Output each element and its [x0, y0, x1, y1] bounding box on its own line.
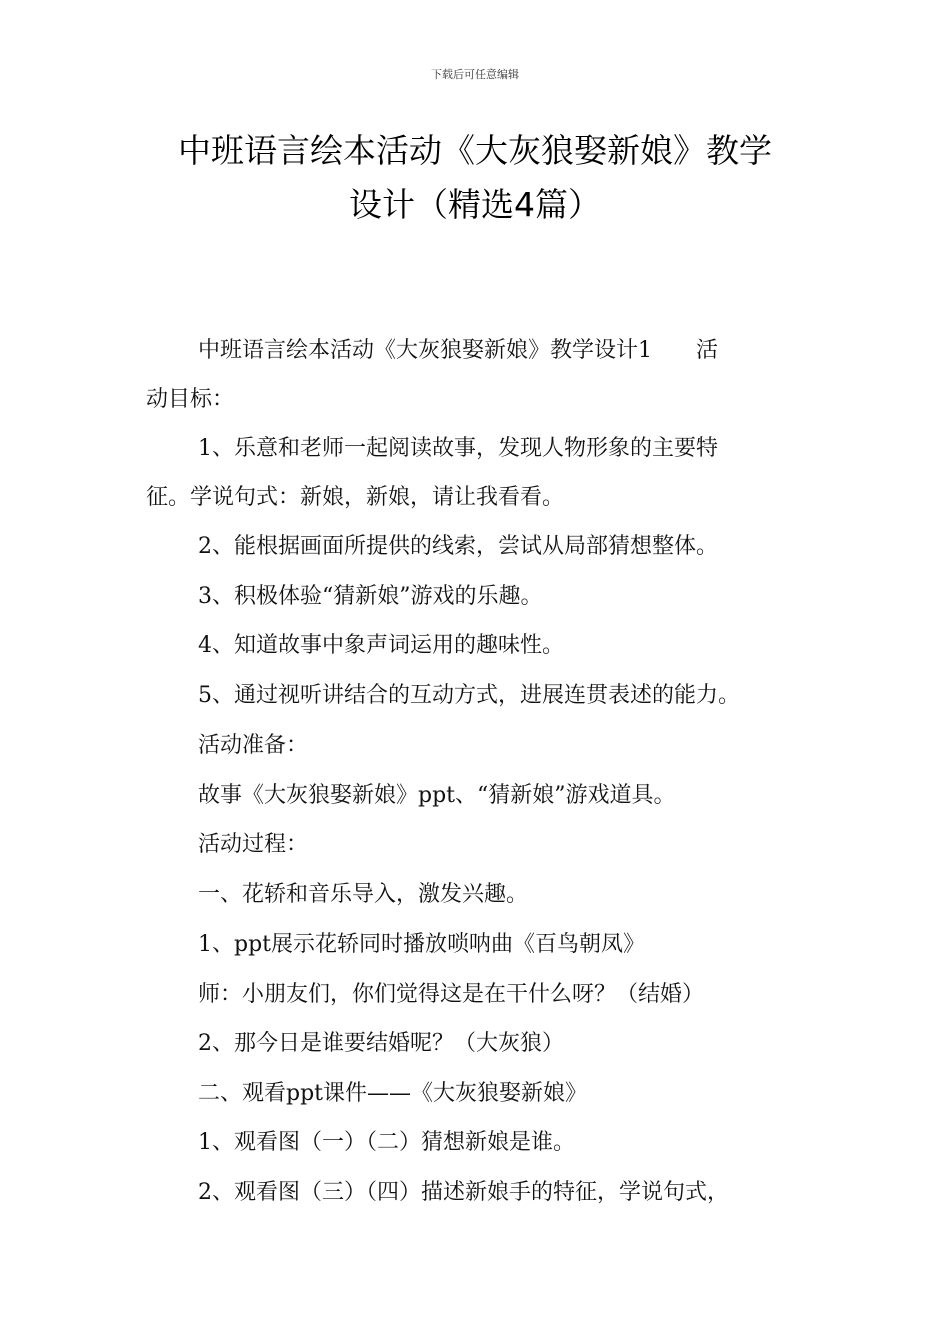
body-line: 2、能根据画面所提供的线索，尝试从局部猜想整体。 [198, 534, 718, 559]
body-line: 1、观看图（一）（二）猜想新娘是谁。 [198, 1130, 575, 1155]
body-line: 师：小朋友们，你们觉得这是在干什么呀？（结婚） [198, 982, 705, 1007]
title-line-1: 中班语言绘本活动《大灰狼娶新娘》教学 [178, 131, 772, 170]
body-line: 故事《大灰狼娶新娘》ppt、“猜新娘”游戏道具。 [198, 783, 676, 808]
body-line: 一、花轿和音乐导入，激发兴趣。 [198, 882, 529, 907]
body-line: 活动准备： [198, 733, 309, 758]
header-note: 下载后可任意编辑 [431, 68, 519, 81]
body-line: 5、通过视听讲结合的互动方式，进展连贯表述的能力。 [198, 683, 740, 708]
document-title [100, 124, 850, 232]
body-line: 二、观看ppt课件——《大灰狼娶新娘》 [198, 1081, 588, 1106]
body-line: 征。学说句式：新娘，新娘，请让我看看。 [146, 485, 565, 510]
title-line-2: 设计（精选4篇） [349, 185, 601, 224]
body-line: 动目标： [146, 387, 235, 412]
body-line: 活动过程： [198, 832, 309, 857]
body-line: 2、那今日是谁要结婚呢？（大灰狼） [198, 1031, 564, 1056]
body-line: 3、积极体验“猜新娘”游戏的乐趣。 [198, 584, 543, 609]
body-line: 2、观看图（三）（四）描述新娘手的特征，学说句式， [198, 1180, 729, 1205]
body-line: 1、乐意和老师一起阅读故事，发现人物形象的主要特 [198, 436, 718, 461]
body-line: 1、ppt展示花轿同时播放唢呐曲《百鸟朝凤》 [198, 932, 646, 957]
body-line: 4、知道故事中象声词运用的趣味性。 [198, 633, 564, 658]
body-line: 中班语言绘本活动《大灰狼娶新娘》教学设计1 活 [198, 338, 718, 363]
